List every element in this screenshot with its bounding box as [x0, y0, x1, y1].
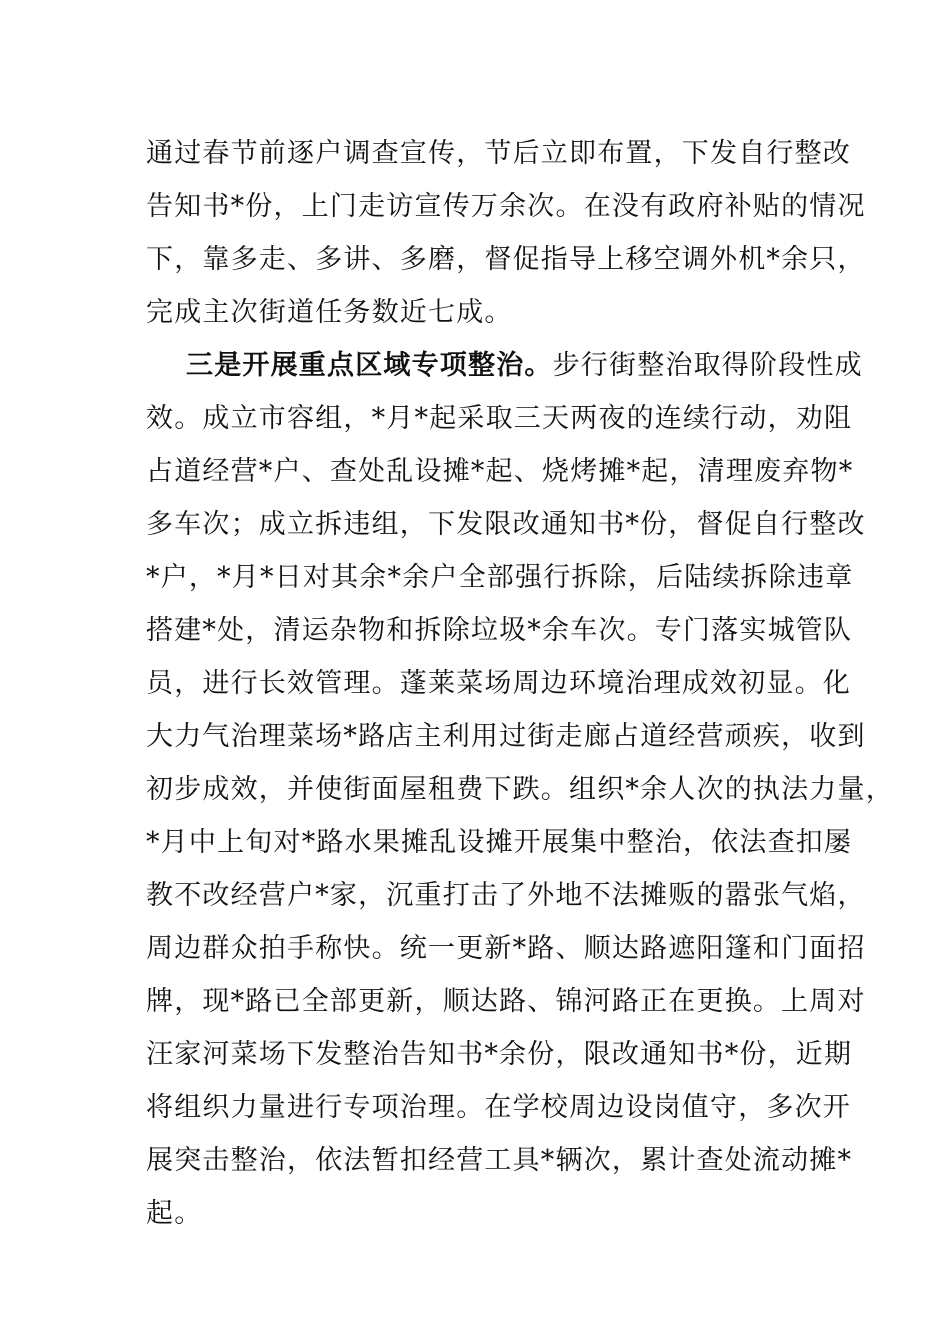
- paragraph-line: 牌，现*路已全部更新，顺达路、锦河路正在更换。上周对: [146, 986, 866, 1017]
- paragraph-line: 员，进行长效管理。蓬莱菜场周边环境治理成效初显。化: [146, 668, 851, 699]
- paragraph-line: 汪家河菜场下发整治告知书*余份，限改通知书*份，近期: [146, 1039, 853, 1070]
- heading-line-rest: 步行街整治取得阶段性成: [552, 350, 863, 381]
- paragraph-1: [146, 127, 866, 339]
- paragraph-line: 多车次；成立拆违组，下发限改通知书*份，督促自行整改: [146, 509, 866, 540]
- paragraph-line: 下，靠多走、多讲、多磨，督促指导上移空调外机*余只，: [146, 244, 866, 275]
- paragraph-line: *户，*月*日对其余*余户全部强行拆除，后陆续拆除违章: [146, 562, 854, 593]
- paragraph-line: *月中上旬对*路水果摊乱设摊开展集中整治，依法查扣屡: [146, 827, 853, 858]
- section-heading: 三是开展重点区域专项整治。: [186, 350, 553, 381]
- paragraph-line: 周边群众拍手称快。统一更新*路、顺达路遮阳篷和门面招: [146, 933, 866, 964]
- paragraph-line: 完成主次街道任务数近七成。: [146, 297, 513, 328]
- paragraph-line: 大力气治理菜场*路店主利用过街走廊占道经营顽疾，收到: [146, 721, 866, 752]
- paragraph-line: 展突击整治，依法暂扣经营工具*辆次，累计查处流动摊*: [146, 1145, 853, 1176]
- paragraph-line: 占道经营*户、查处乱设摊*起、烧烤摊*起，清理废弃物*: [146, 456, 854, 487]
- paragraph-line: 搭建*处，清运杂物和拆除垃圾*余车次。专门落实城管队: [146, 615, 853, 646]
- paragraph-2: [146, 339, 894, 1240]
- paragraph-line: 起。: [146, 1198, 203, 1229]
- paragraph-line: 效。成立市容组，*月*起采取三天两夜的连续行动，劝阻: [146, 403, 853, 434]
- paragraph-line: 教不改经营户*家，沉重打击了外地不法摊贩的嚣张气焰，: [146, 880, 866, 911]
- paragraph-line: 通过春节前逐户调查宣传，节后立即布置，下发自行整改: [146, 138, 851, 169]
- paragraph-first-line: [146, 339, 863, 392]
- paragraph-line: 告知书*份，上门走访宣传万余次。在没有政府补贴的情况: [146, 191, 866, 222]
- paragraph-line: 初步成效，并使街面屋租费下跌。组织*余人次的执法力量，: [146, 774, 894, 805]
- paragraph-line: 将组织力量进行专项治理。在学校周边设岗值守，多次开: [146, 1092, 851, 1123]
